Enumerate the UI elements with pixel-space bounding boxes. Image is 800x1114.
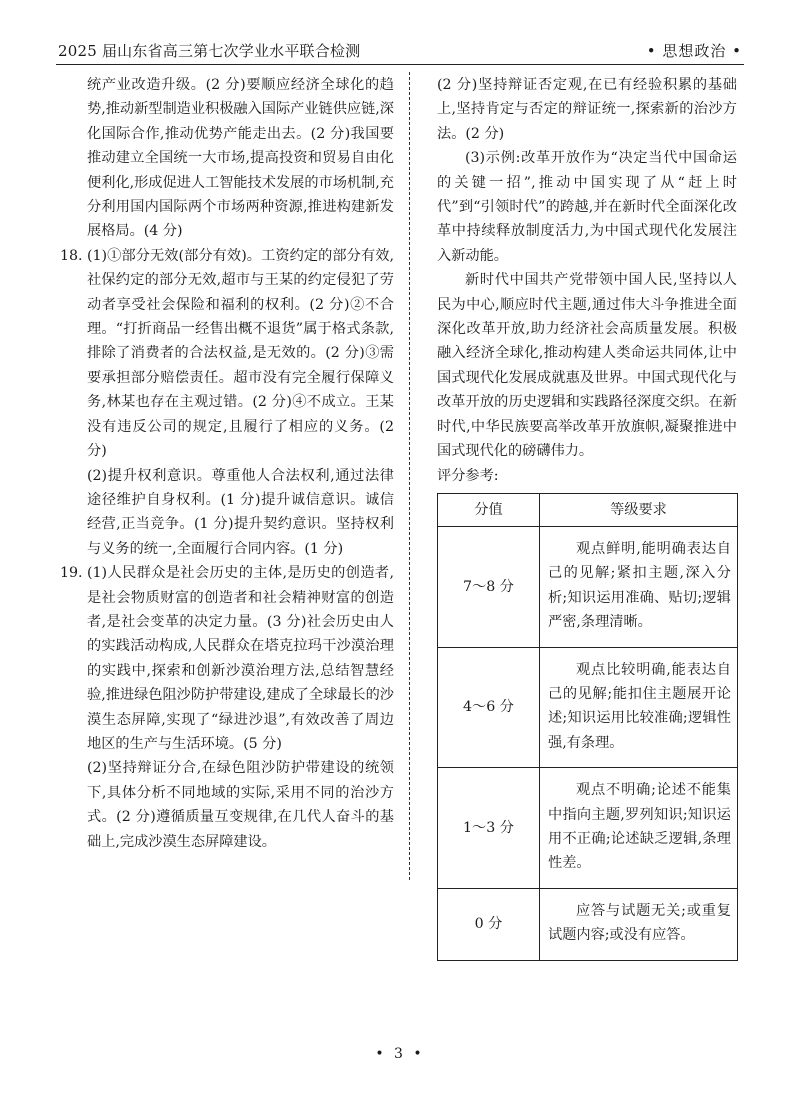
q18-answer-part2: (2)提升权利意识。尊重他人合法权利,通过法律途径维护自身权利。(1 分)提升诚信意识。诚信经营,正当竞争。(1 分)提升契约意识。坚持权利与义务的统一,全面履行合同内容。(1 分) (87, 467, 394, 557)
q19-answer-part1: (1)人民群众是社会历史的主体,是历史的创造者,是社会物质财富的创造者和社会精神财富的创造者,是社会变革的决定力量。(3 分)社会历史由人的实践活动构成,人民群众在塔克拉玛干沙漠治理的实践中,探索和创新沙漠治理方法,总结智慧经验,推进绿色阻沙防护带建设,建成了全球最长的沙漠生态屏障,实现了“绿进沙退”,有效改善了周边地区的生产与生活环境。(5 分) (87, 565, 394, 752)
q19-answer-part2: (2)坚持辩证分合,在绿色阻沙防护带建设的统领下,具体分析不同地域的实际,采用不同的治沙方式。(2 分)遵循质量互变规律,在几代人奋斗的基础上,完成沙漠生态屏障建设。 (87, 760, 394, 850)
score-requirement (540, 888, 738, 960)
q19-answer-part3: (3)示例:改革开放作为“决定当代中国命运的关键一招”,推动中国实现了从“赶上时代”到“引领时代”的跨越,并在新时代全面深化改革中持续释放制度活力,为中国式现代化发展注入新动能。 (437, 150, 737, 264)
score-requirement (540, 526, 738, 647)
requirement-text: 观点不明确;论述不能集中指向主题,罗列知识;知识运用不正确;论述缺乏逻辑,条理性差。 (548, 782, 731, 872)
table-row (438, 888, 738, 960)
score-requirement (540, 768, 738, 889)
table-header-cell: 等级要求 (540, 493, 738, 526)
q18-answer-part1: (1)①部分无效(部分有效)。工资约定的部分有效,社保约定的部分无效,超市与王某的约定侵犯了劳动者享受社会保险和福利的权利。(2 分)②不合理。“打折商品一经售出概不退货”属于格式条款,排除了消费者的合法权益,是无效的。(2 分)③需要承担部分赔偿责任。超市没有完全履行保障义务,林某也存在主观过错。(2 分)④不成立。王某没有违反公司的规定,且履行了相应的义务。(2 分) (87, 247, 394, 460)
right-column (437, 73, 737, 961)
score-requirement (540, 647, 738, 768)
table-header-cell: 分值 (438, 493, 540, 526)
table-row (438, 526, 738, 647)
question-number: 19. (60, 565, 83, 582)
question-18 (57, 244, 394, 561)
score-table (437, 493, 738, 961)
page-header (56, 38, 744, 65)
q17-continuation: 统产业改造升级。(2 分)要顺应经济全球化的趋势,推动新型制造业积极融入国际产业链供应链,深化国际合作,推动优势产能走出去。(2 分)我国要推动建立全国统一大市场,提高投资和贸易自由化便利化,形成促进人工智能技术发展的市场机制,充分利用国内国际两个市场两种资源,推进构建新发展格局。(4 分) (87, 77, 394, 240)
score-reference-title: 评分参考: (437, 467, 499, 484)
q19-answer-part2-continued: (2 分)坚持辩证否定观,在已有经验积累的基础上,坚持肯定与否定的辩证统一,探索新的治沙方法。(2 分) (437, 77, 737, 142)
requirement-text: 观点比较明确,能表达自己的见解;能扣住主题展开论述;知识运用比较准确;逻辑性强,有条理。 (548, 661, 731, 751)
question-19 (57, 561, 394, 854)
table-row (438, 647, 738, 768)
q19-answer-part3-body: 新时代中国共产党带领中国人民,坚持以人民为中心,顺应时代主题,通过伟大斗争推进全面深化改革开放,助力经济社会高质量发展。积极融入经济全球化,推动构建人类命运共同体,让中国式现代化发展成就惠及世界。中国式现代化与改革开放的历史逻辑和实践路径深度交织。在新时代,中华民族要高举改革开放旗帜,凝聚推进中国式现代化的磅礴伟力。 (437, 272, 737, 460)
table-header-row (438, 493, 738, 526)
column-divider (409, 72, 410, 880)
score-level: 1～3 分 (438, 768, 540, 889)
exam-title: 2025 届山东省高三第七次学业水平联合检测 (58, 42, 361, 60)
score-level: 4～6 分 (438, 647, 540, 768)
left-column (57, 73, 394, 854)
requirement-text: 观点鲜明,能明确表达自己的见解;紧扣主题,深入分析;知识运用准确、贴切;逻辑严密,条理清晰。 (548, 540, 731, 631)
score-level: 7～8 分 (438, 526, 540, 647)
question-number: 18. (60, 247, 83, 264)
table-row (438, 768, 738, 889)
requirement-text: 应答与试题无关;或重复试题内容;或没有应答。 (548, 902, 731, 944)
page-number: • 3 • (375, 1046, 425, 1062)
subject-label: • 思想政治 • (646, 42, 742, 60)
score-level: 0 分 (438, 888, 540, 960)
